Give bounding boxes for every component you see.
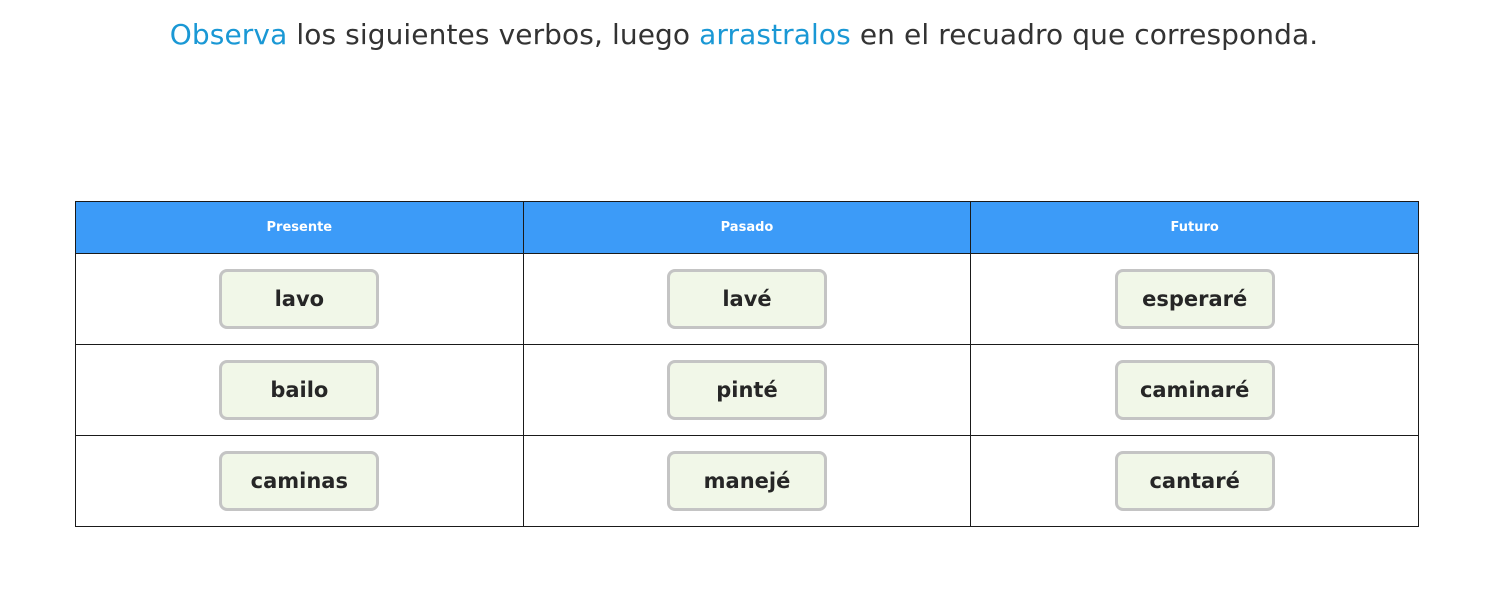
verb-chip[interactable]: pinté [667,360,827,420]
drop-zone-presente[interactable] [76,345,524,436]
drop-zone-presente[interactable] [76,436,524,527]
verb-chip[interactable]: lavo [219,269,379,329]
column-header-presente: Presente [76,202,524,254]
drop-zone-futuro[interactable] [971,436,1419,527]
verb-chip[interactable]: bailo [219,360,379,420]
instruction-highlight-observa: Observa [169,18,288,51]
table-row [76,436,1419,527]
verb-chip[interactable]: caminaré [1115,360,1275,420]
verb-chip[interactable]: cantaré [1115,451,1275,511]
drop-zone-pasado[interactable] [523,254,971,345]
verb-chip[interactable]: caminas [219,451,379,511]
verb-chip[interactable]: manejé [667,451,827,511]
drop-zone-futuro[interactable] [971,254,1419,345]
drop-zone-presente[interactable] [76,254,524,345]
instruction-highlight-arrastralos: arrastralos [699,18,851,51]
column-header-pasado: Pasado [523,202,971,254]
verb-classification-table [75,201,1419,527]
instruction-text-2: en el recuadro que corresponda. [850,18,1319,51]
drop-zone-pasado[interactable] [523,436,971,527]
verb-chip[interactable]: esperaré [1115,269,1275,329]
table-row [76,254,1419,345]
instruction-text-1: los siguientes verbos, luego [287,18,700,51]
drop-zone-futuro[interactable] [971,345,1419,436]
column-header-futuro: Futuro [971,202,1419,254]
instructions [0,18,1488,51]
drop-zone-pasado[interactable] [523,345,971,436]
table-header-row [76,202,1419,254]
verb-chip[interactable]: lavé [667,269,827,329]
table-row [76,345,1419,436]
